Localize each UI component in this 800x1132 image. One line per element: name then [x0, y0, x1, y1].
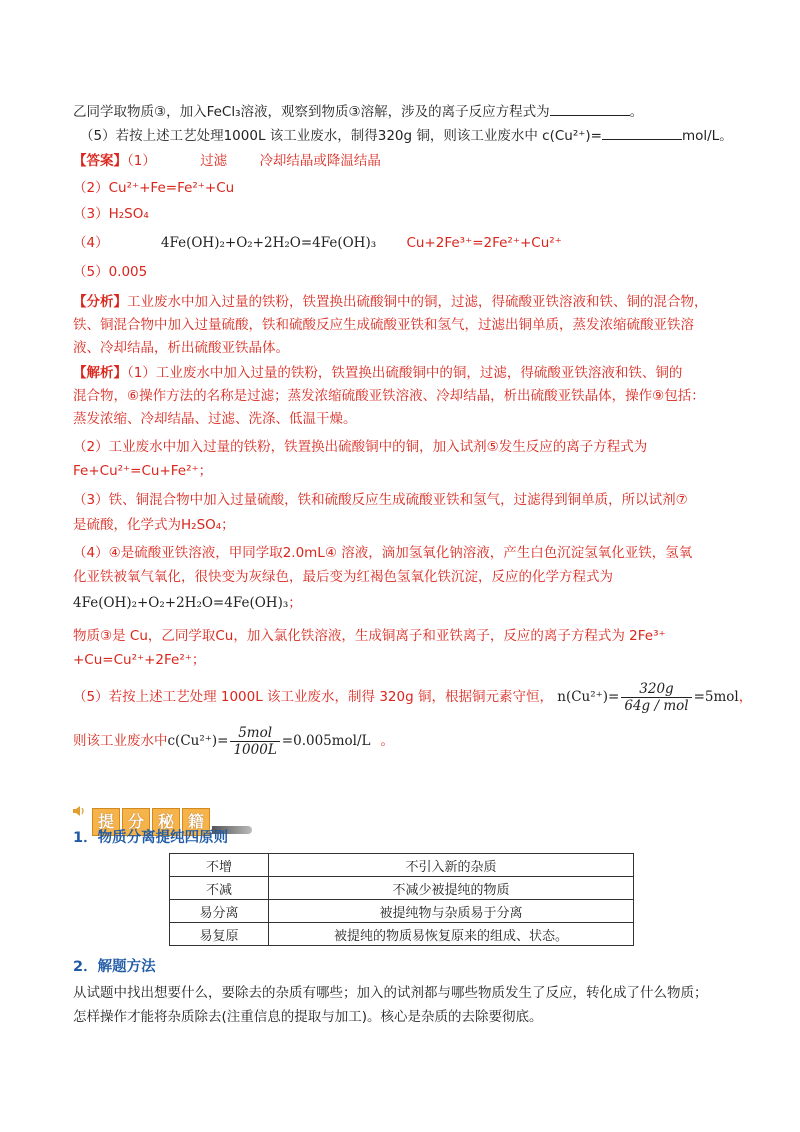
explain-line-4: （2）工业废水中加入过量的铁粉，铁置换出硫酸铜中的铜，加入试剂⑤发生反应的离子方程式为	[73, 439, 648, 455]
answer-blank	[550, 101, 630, 116]
section-title: 1．物质分离提纯四原则	[73, 830, 229, 846]
fraction: $\frac{320g}{\text{64g / mol}}$	[621, 681, 691, 714]
explain-line-11: 物质③是 Cu，乙同学取Cu，加入氯化铁溶液，生成铜离子和亚铁离子，反应的离子方程式为 2Fe³⁺	[73, 628, 666, 644]
explain-line-8: （4）④是硫酸亚铁溶液，甲同学取2.0mL④ 溶液，滴加氢氧化钠溶液，产生白色沉淀氢氧化亚铁，氢氧	[73, 545, 693, 561]
explain-line-10: 4Fe(OH)₂+O₂+2H₂O=4Fe(OH)₃；	[73, 595, 302, 611]
banner-char: 秘	[152, 808, 180, 836]
explain-line-6: （3）铁、铜混合物中加入过量硫酸，铁和硫酸反应生成硫酸亚铁和氢气，过滤得到铜单质，所以试剂⑦	[73, 492, 688, 508]
equation: 4Fe(OH)₂+O₂+2H₂O=4Fe(OH)₃	[160, 235, 377, 251]
table-row: 不减 不减少被提纯的物质	[170, 877, 634, 900]
explain-line-14: 则该工业废水中c(Cu²⁺)= $\frac{\text{5mol}}{1000L}$ =0.005mol/L 。	[73, 724, 395, 758]
banner-char: 分	[122, 808, 150, 836]
answer-1: 【答案】（1） 过滤 冷却结晶或降温结晶	[73, 153, 381, 169]
banner-char: 提	[92, 808, 120, 836]
explain-line-2: 混合物，⑥操作方法的名称是过滤；蒸发浓缩硫酸亚铁溶液、冷却结晶，析出硫酸亚铁晶体，操作⑨包括：	[73, 388, 705, 404]
principles-table	[169, 853, 634, 946]
answer-5: （5）0.005	[73, 264, 148, 280]
answer-blank	[602, 125, 682, 140]
explain-line-3: 蒸发浓缩、冷却结晶、过滤、洗涤、低温干燥。	[73, 411, 357, 427]
analysis-line-1: 【分析】工业废水中加入过量的铁粉，铁置换出硫酸铜中的铜，过滤，得硫酸亚铁溶液和铁、铜的混合物，	[73, 294, 708, 310]
explain-line-13: （5）若按上述工艺处理 1000L 该工业废水，制得 320g 铜，根据铜元素守恒， n(Cu²⁺)= $\frac{320g}{\text{64g / mol}}$ =5mol，	[73, 680, 753, 714]
speaker-icon	[73, 806, 85, 816]
table-row: 易分离 被提纯物与杂质易于分离	[170, 900, 634, 923]
ion-equation: Cu+2Fe³⁺=2Fe²⁺+Cu²⁺	[406, 235, 562, 251]
table-row: 不增 不引入新的杂质	[170, 854, 634, 877]
answer-2: （2）Cu²⁺+Fe=Fe²⁺+Cu	[73, 180, 235, 196]
equation: 4Fe(OH)₂+O₂+2H₂O=4Fe(OH)₃	[73, 595, 289, 611]
explain-line-9: 化亚铁被氧气氧化，很快变为灰绿色，最后变为红褐色氢氧化铁沉淀，反应的化学方程式为	[73, 569, 613, 585]
analysis-line-3: 液、冷却结晶，析出硫酸亚铁晶体。	[73, 340, 289, 356]
method-paragraph-line-2: 怎样操作才能将杂质除去(注重信息的提取与加工)。核心是杂质的去除要彻底。	[73, 1009, 543, 1025]
question-line: 乙同学取物质③，加入FeCl₃溶液，观察到物质③溶解，涉及的离子反应方程式为 。	[73, 101, 643, 122]
explain-line-5: Fe+Cu²⁺=Cu+Fe²⁺；	[73, 463, 213, 479]
table-row: 易复原 被提纯的物质易恢复原来的组成、状态。	[170, 923, 634, 946]
answer-4: （4） 4Fe(OH)₂+O₂+2H₂O=4Fe(OH)₃ Cu+2Fe³⁺=2Fe²⁺+Cu²⁺	[73, 235, 562, 251]
explain-line-1: 【解析】（1）工业废水中加入过量的铁粉，铁置换出硫酸铜中的铜，过滤，得硫酸亚铁溶液和铁、铜的	[73, 365, 683, 381]
analysis-line-2: 铁、铜混合物中加入过量硫酸，铁和硫酸反应生成硫酸亚铁和氢气，过滤出铜单质，蒸发浓缩硫酸亚铁溶	[73, 317, 694, 333]
method-paragraph-line-1: 从试题中找出想要什么，要除去的杂质有哪些；加入的试剂都与哪些物质发生了反应，转化成了什么物质；	[73, 985, 708, 1001]
section-title: 2．解题方法	[73, 959, 156, 975]
answer-3: （3）H₂SO₄	[73, 206, 149, 222]
banner-char: 籍	[182, 808, 210, 836]
explain-line-7: 是硫酸，化学式为H₂SO₄；	[73, 517, 235, 533]
fraction: $\frac{\text{5mol}}{1000L}$	[230, 725, 279, 758]
explain-line-12: +Cu=Cu²⁺+2Fe²⁺；	[73, 652, 206, 668]
question-5: （5）若按上述工艺处理1000L 该工业废水，制得320g 铜，则该工业废水中 c(Cu²⁺)= mol/L。	[80, 125, 733, 146]
